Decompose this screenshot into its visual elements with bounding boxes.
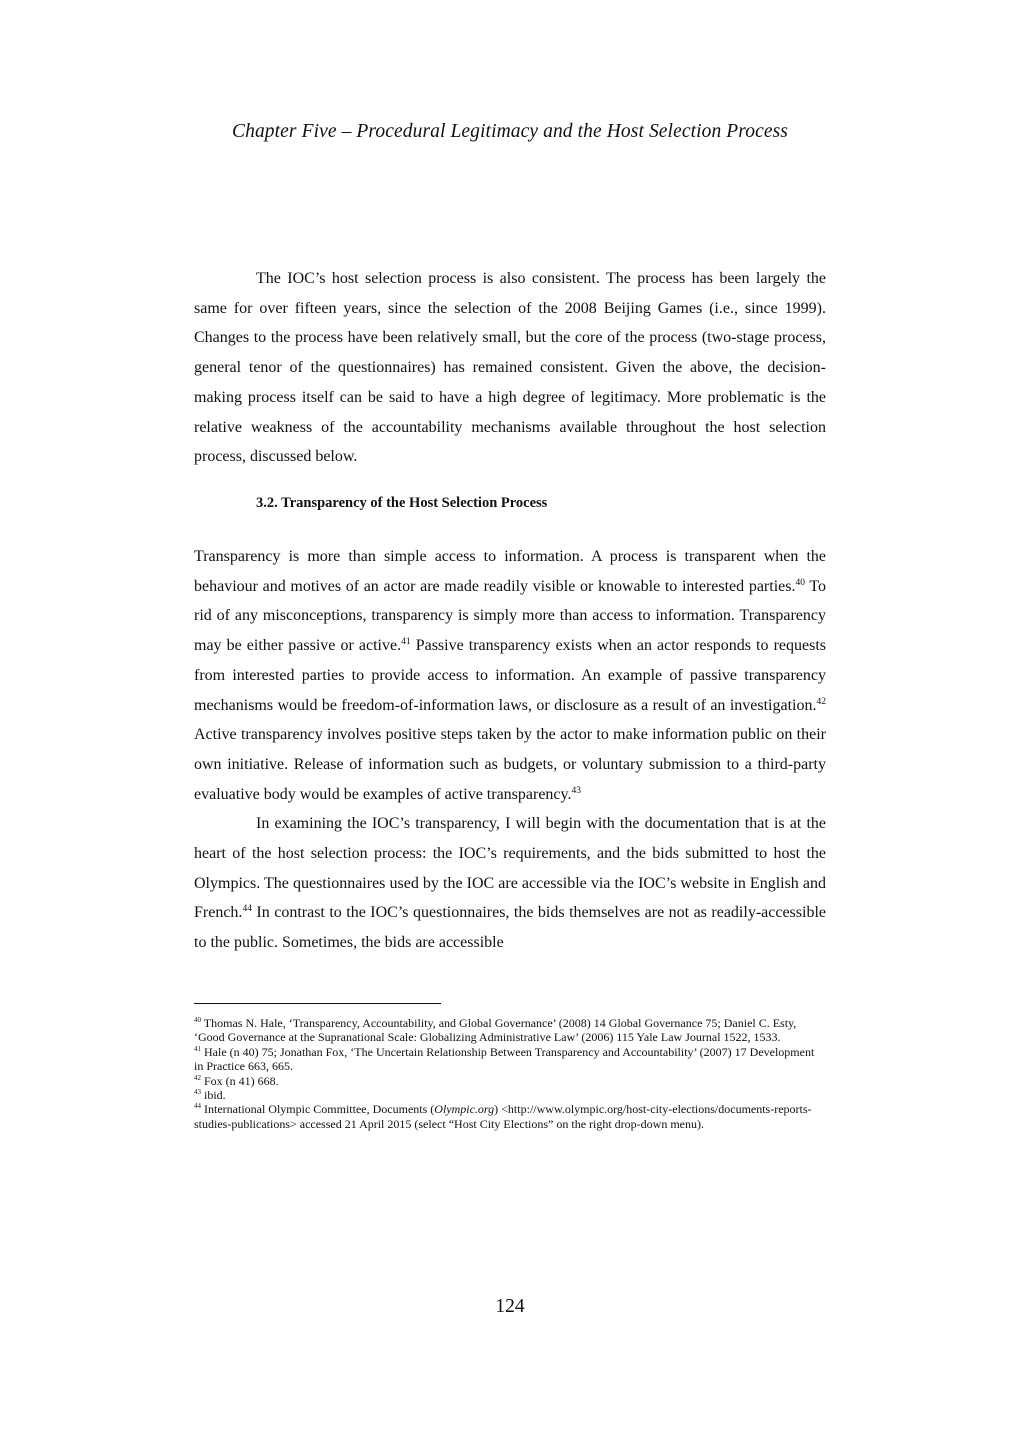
footnote-44: $^{44}$ International Olympic Committee, Documents (Olympic.org) <http://www.olympic.org/host-city-elections/documents-reports-studies-publications> accessed 21 April 2015 (select “Host City Elections” on the right drop-down menu). xyxy=(194,1102,812,1131)
footnote-ref-41[interactable]: 41 xyxy=(401,637,411,648)
footnote-ref-43[interactable]: 43 xyxy=(571,785,581,796)
footnote-40: $^{40}$ Thomas N. Hale, ‘Transparency, Accountability, and Global Governance’ (2008) 14 Global Governance 75; Daniel C. Esty, ‘Good Governance at the Supranational Scale: Globalizing Administrative Law’ (2006) 115 Yale Law Journal 1522, 1533. xyxy=(194,1016,797,1045)
footnotes xyxy=(194,1016,826,1131)
section-heading: 3.2. Transparency of the Host Selection Process xyxy=(256,495,548,511)
footnote-ref-42[interactable]: 42 xyxy=(816,696,826,707)
paragraph-text: The IOC’s host selection process is also consistent. The process has been largely the same for over fifteen years, since the selection of the 2008 Beijing Games (i.e., since 1999). Changes to the process have been relatively small, but the core of the process (two-stage process, general tenor of the questionnaires) has remained consistent. Given the above, the decision-making process itself can be said to have a high degree of legitimacy. More problematic is the relative weakness of the accountability mechanisms available throughout the host selection process, discussed below. xyxy=(194,270,826,466)
footnote-ref-40[interactable]: 40 xyxy=(795,577,805,588)
website-name: Olympic.org xyxy=(434,1102,495,1117)
running-header: Chapter Five – Procedural Legitimacy and the Host Selection Process xyxy=(231,121,788,142)
footnote-43: $^{43}$ ibid. xyxy=(194,1088,226,1103)
paragraphs-transparency xyxy=(194,542,826,958)
paragraph-transparency-definition: Transparency is more than simple access to information. A process is transparent when the behaviour and motives of an actor are made readily visible or knowable to interested parties.$^{40}$ To rid of any misconceptions, transparency is simply more than access to information. Transparency may be either passive or active.$^{41}$ Passive transparency exists when an actor responds to requests from interested parties to provide access to information. An example of passive transparency mechanisms would be freedom-of-information laws, or disclosure as a result of an investigation.$^{42}$ Active transparency involves positive steps taken by the actor to make information public on their own initiative. Release of information such as budgets, or voluntary submission to a third-party evaluative body would be examples of active transparency.$^{43}$ xyxy=(194,548,827,803)
footnote-41: $^{41}$ Hale (n 40) 75; Jonathan Fox, ‘The Uncertain Relationship Between Transparency and Accountability’ (2007) 17 Development in Practice 663, 665. xyxy=(194,1044,815,1074)
paragraph-ioc-transparency: In examining the IOC’s transparency, I will begin with the documentation that is at the heart of the host selection process: the IOC’s requirements, and the bids submitted to host the Olympics. The questionnaires used by the IOC are accessible via the IOC’s website in English and French.$^{44}$ In contrast to the IOC’s questionnaires, the bids themselves are not as readily-accessible to the public. Sometimes, the bids are accessible xyxy=(194,815,826,952)
footnote-ref-44[interactable]: 44 xyxy=(242,904,252,915)
footnote-42: $^{42}$ Fox (n 41) 668. xyxy=(194,1073,279,1088)
footnote-separator xyxy=(194,1003,441,1004)
paragraph-consistency xyxy=(194,264,826,472)
page-number: 124 xyxy=(495,1296,525,1317)
